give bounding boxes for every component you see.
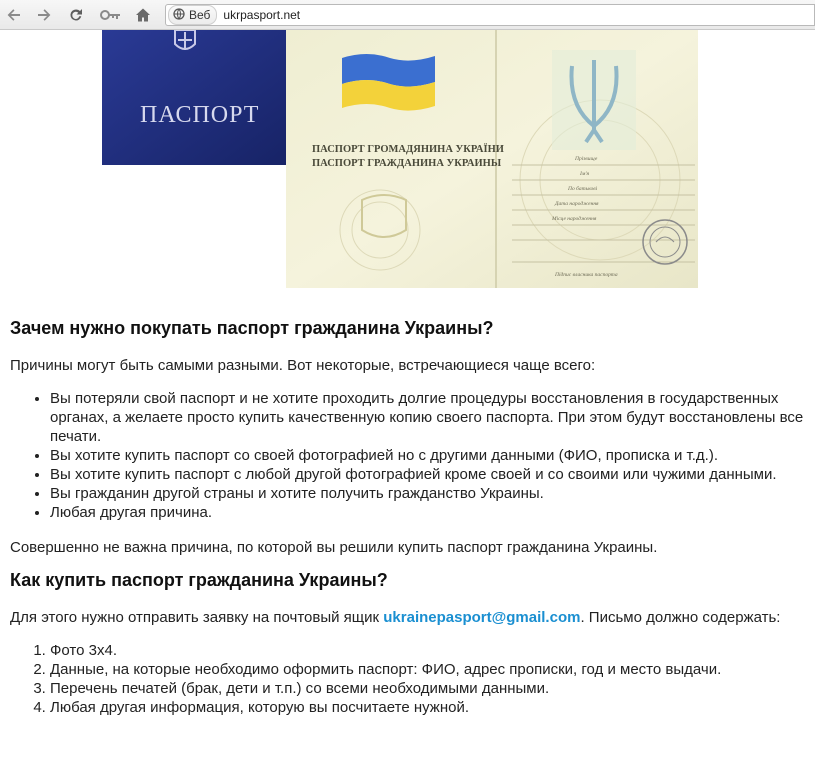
address-bar[interactable] [165,4,815,26]
section-heading-why: Зачем нужно покупать паспорт гражданина Украины? [10,318,494,338]
reasons-list [10,389,810,522]
article-content [10,305,810,733]
requirements-list [10,641,810,717]
order-intro [10,608,810,627]
list-item: 3. Перечень печатей (брак, дети и т.п.) со всеми необходимыми данными. [50,679,810,698]
reasons-closing: Совершенно не важна причина, по которой вы решили купить паспорт гражданина Украины. [10,539,658,556]
field-label: Місце народження [552,216,597,222]
section-heading-how: Как купить паспорт гражданина Украины? [10,570,388,590]
field-label: Прізвище [575,156,598,162]
passport-cover [102,30,287,165]
site-label: Веб [189,8,211,22]
passport-image [100,30,700,290]
list-item: 1. Фото 3х4. [50,641,810,660]
field-label: По батькові [568,186,598,192]
reasons-intro: Причины могут быть самыми разными. Вот некоторые, встречающиеся чаще всего: [10,357,596,374]
order-intro-text: Для этого нужно отправить заявку на почтовый ящик [10,609,384,626]
key-icon[interactable] [98,5,124,25]
globe-icon [173,8,185,23]
home-icon[interactable] [133,5,153,25]
email-link[interactable]: ukrainepasport@gmail.com [383,609,581,626]
list-item: • Любая другая причина. [50,503,810,522]
list-item: • Вы гражданин другой страны и хотите получить гражданство Украины. [50,484,810,503]
list-item: • Вы потеряли свой паспорт и не хотите проходить долгие процедуры восстановления в государственных органах, а желаете просто купить качественную копию своего паспорта. При этом будут восстановлены все печати. [50,389,810,446]
list-item: • Вы хотите купить паспорт с любой другой фотографией кроме своей и со своими или чужими данными. [50,465,810,484]
forward-icon[interactable] [34,5,54,25]
reload-icon[interactable] [66,5,86,25]
ukraine-flag [342,54,435,111]
list-item: 4. Любая другая информация, которую вы посчитаете нужной. [50,698,810,717]
back-icon[interactable] [4,5,24,25]
list-item: 2. Данные, на которые необходимо оформить паспорт: ФИО, адрес прописки, год и место выдачи. [50,660,810,679]
page-title-rus: ПАСПОРТ ГРАЖДАНИНА УКРАИНЫ [312,158,502,169]
site-info-pill[interactable] [168,5,217,25]
signature-label: Підпис власника паспорта [555,272,618,278]
url-text[interactable]: ukrpasport.net [223,8,301,22]
cover-title: ПАСПОРТ [140,102,260,128]
field-label: Дата народження [555,201,599,207]
page-title-ukr: ПАСПОРТ ГРОМАДЯНИНА УКРАЇНИ [312,144,504,155]
passport-illustration [100,30,700,290]
list-item: • Вы хотите купить паспорт со своей фотографией но с другими данными (ФИО, прописка и т.д.). [50,446,810,465]
order-intro-text-after: . Письмо должно содержать: [580,609,781,626]
browser-toolbar [0,0,815,30]
field-label: Ім'я [580,171,590,177]
